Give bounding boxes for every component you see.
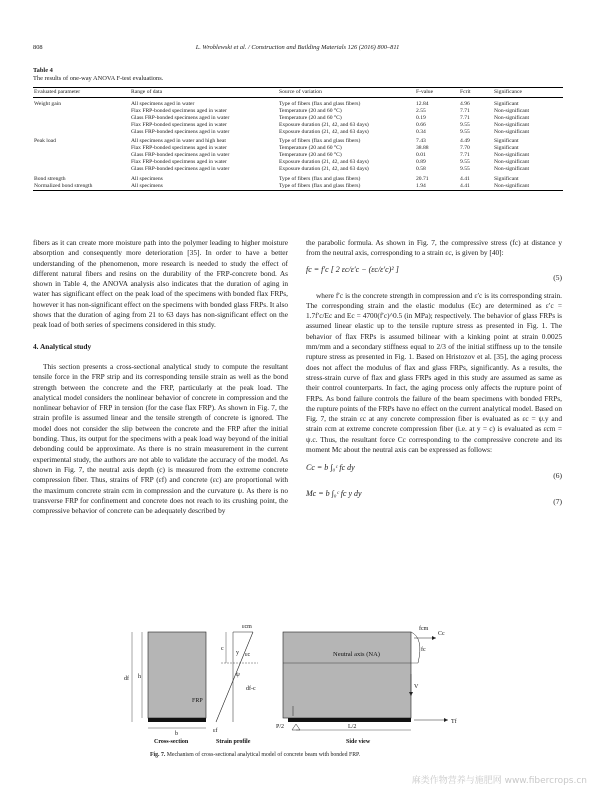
right-column — [306, 238, 562, 515]
table-cell: Glass FRP-bonded specimens aged in water — [131, 152, 230, 159]
label-psi: ψ — [236, 672, 240, 678]
table-row — [33, 159, 563, 166]
cc-arrowhead — [432, 636, 436, 640]
table-caption-text: The results of one-way ANOVA F-test evaluations. — [33, 75, 164, 82]
table-cell: Exposure duration (21, 42, and 63 days) — [279, 159, 369, 166]
label-Tf: Tf — [451, 719, 457, 725]
table-cell: Temperature (20 and 60 °C) — [279, 114, 342, 121]
label-df: df — [124, 676, 129, 682]
table-row — [33, 145, 563, 152]
table-cell — [33, 115, 130, 122]
column-header: Significance — [493, 88, 563, 98]
label-L2: L/2 — [348, 724, 357, 730]
column-header: Evaluated parameter — [33, 88, 130, 98]
label-V: V — [414, 684, 419, 690]
frp-strip-side — [288, 718, 411, 722]
table-cell: Type of fibers (flax and glass fibers) — [279, 138, 361, 145]
support-icon — [292, 724, 300, 730]
table-cell: Significant — [494, 100, 519, 107]
label-ecm: εcm — [242, 624, 252, 630]
table-cell: Non-significant — [494, 121, 530, 128]
table-cell: Non-significant — [494, 152, 530, 159]
table-cell: 0.34 — [416, 128, 426, 135]
table-cell: 4.41 — [459, 183, 493, 190]
equation-number: (7) — [553, 497, 562, 507]
table-cell: 2.55 — [416, 107, 426, 114]
section-heading: 4. Analytical study — [33, 341, 92, 351]
equation-number: (6) — [553, 471, 562, 481]
table-cell: Non-significant — [494, 166, 530, 173]
table-cell: Flax FRP-bonded specimens aged in water — [131, 121, 227, 128]
table-cell: 0.01 — [416, 152, 426, 159]
table-cell: Glass FRP-bonded specimens aged in water — [131, 128, 230, 135]
table-cell: All specimens — [131, 175, 163, 182]
table-label: Table 4 — [33, 67, 53, 74]
table-cell: Weight gain — [34, 100, 62, 107]
table-cell: Flax FRP-bonded specimens aged in water — [131, 107, 227, 114]
table-row — [33, 183, 563, 190]
column-header: Source of variation — [278, 88, 415, 98]
table-cell: 4.96 — [460, 100, 470, 107]
table-cell: 0.89 — [416, 159, 426, 166]
table-cell: 9.55 — [460, 166, 470, 173]
equation-6 — [306, 463, 562, 489]
table-cell: 12.84 — [416, 100, 429, 107]
anova-table — [33, 87, 563, 191]
label-h: h — [138, 674, 141, 680]
label-b: b — [175, 731, 178, 737]
table-row — [33, 166, 563, 173]
label-side-view: Side view — [346, 739, 371, 745]
stress-block — [411, 632, 420, 663]
table-cell: 4.41 — [460, 175, 470, 182]
table-cell: 9.55 — [460, 121, 470, 128]
running-header — [33, 44, 562, 56]
paragraph: This section presents a cross-sectional analytical study to compute the resultant tensile force in the FRP strip and its corresponding tensile strain as well as the bond strength between the concrete and the FRP, particularly at the peak load. The analytical model considers the nonlinear behavior of concrete in compression and the nonlinear behavior of FRP in tension (for the case flax FRP). As shown in Fig. 7, the strain profile is assumed linear and the tensile strength of concrete is ignored. The model does not consider the slip between the concrete and the FRP after the initial bonding. Thus, its output for the specimens with a peak load way beyond of the initial debonding could be approximate. As there is no strain measurement in the current experimental study, the authors are not able to validate the accuracy of the model. As shown in Fig. 7, the neutral axis depth (c) is measured from the extreme concrete compression fiber. Thus, strains of FRP (εf) and concrete (εc) are proportional with the maximum concrete strain εcm in compression and the curvature ψ. As there is no transverse FRP for confinement and concrete does not reach to its crushing point, the compressive behavior of concrete can be adequately described by — [33, 361, 288, 516]
table-row — [33, 129, 563, 136]
table-cell: All specimens — [130, 183, 278, 190]
table-cell: Bond strength — [34, 175, 66, 182]
column-header: F-value — [415, 88, 459, 98]
label-df-c: df-c — [246, 686, 256, 692]
table-cell: Non-significant — [493, 183, 563, 190]
table-row — [33, 135, 563, 145]
table-cell: Significant — [494, 175, 519, 182]
table-cell: Temperature (20 and 60 °C) — [279, 145, 342, 152]
table-cell: 7.70 — [460, 145, 470, 152]
table-cell: Normalized bond strength — [33, 183, 130, 190]
table-cell: 7.71 — [460, 152, 470, 159]
figure-caption-label: Fig. 7. — [150, 752, 166, 758]
table-row — [33, 97, 563, 107]
table-cell — [33, 166, 130, 173]
label-c: c — [221, 646, 224, 652]
table-cell: Glass FRP-bonded specimens aged in water — [131, 114, 230, 121]
table-cell: 0.58 — [416, 166, 426, 173]
table-row — [33, 173, 563, 183]
table-cell: Type of fibers (flax and glass fibers) — [279, 100, 361, 107]
label-cross-section: Cross-section — [154, 739, 189, 745]
label-neutral-axis: Neutral axis (NA) — [333, 651, 380, 658]
table-cell: Non-significant — [494, 114, 530, 121]
table-cell — [33, 129, 130, 136]
equation-5 — [306, 265, 562, 291]
table-cell: Significant — [494, 138, 519, 145]
table-cell: Type of fibers (flax and glass fibers) — [279, 175, 361, 182]
label-ec: εc — [245, 652, 251, 658]
figure-caption — [150, 752, 360, 758]
table-cell: Flax FRP-bonded specimens aged in water — [131, 159, 227, 166]
table-cell: Flax FRP-bonded specimens aged in water — [131, 145, 227, 152]
column-header: Fcrit — [459, 88, 493, 98]
frp-strip-section — [148, 718, 206, 722]
left-column — [33, 238, 288, 516]
journal-citation: L. Wroblewski et al. / Construction and Building Materials 126 (2016) 800–811 — [195, 44, 400, 51]
paragraph: the parabolic formula. As shown in Fig. 7, the compressive stress (fc) at distance y from the neutral axis, corresponding to a strain εc, is given by [40]: — [306, 238, 562, 258]
label-ef: εf — [213, 728, 218, 734]
table-cell: 1.94 — [415, 183, 459, 190]
figure-7-diagram — [118, 618, 478, 756]
table-cell — [33, 122, 130, 129]
equation-number: (5) — [553, 272, 562, 282]
table-cell: 0.66 — [416, 121, 426, 128]
table-cell: 7.71 — [460, 107, 470, 114]
table-cell: All specimens aged in water and high heat — [131, 138, 226, 145]
table-cell — [33, 159, 130, 166]
side-view-rect — [283, 632, 411, 718]
table-cell: 7.43 — [416, 138, 426, 145]
table-cell: Non-significant — [494, 107, 530, 114]
table-cell: Temperature (20 and 60 °C) — [279, 107, 342, 114]
table-row — [33, 115, 563, 122]
label-frp: FRP — [192, 698, 203, 704]
tf-arrowhead — [444, 718, 448, 722]
table-cell: Peak load — [34, 138, 56, 145]
figure-caption-text: Mechanism of cross-sectional analytical model of concrete beam with bonded FRP. — [166, 752, 361, 758]
table-row — [33, 108, 563, 115]
label-strain-profile: Strain profile — [216, 739, 251, 745]
table-cell: 7.71 — [460, 114, 470, 121]
cross-section-rect — [148, 632, 206, 718]
table-cell: 4.49 — [460, 138, 470, 145]
table-cell: Non-significant — [494, 128, 530, 135]
table-cell: Temperature (20 and 60 °C) — [279, 152, 342, 159]
equation-body: fc = f′c [ 2 εc/ε′c − (εc/ε′c)² ] — [306, 264, 399, 274]
table-cell: 20.71 — [416, 175, 429, 182]
paragraph: where f′c is the concrete strength in compression and ε′c is its corresponding strain. The corresponding strain and the elastic modulus (Ec) are determined as ε′c = 1.7f′c/Ec and Ec = 4700(f′c)^0.5 (in MPa); respectively. The behavior of glass FRPs is assumed linear elastic up to the tensile rupture stress as presented in Fig. 1. The behavior of flax FRPs is assumed bilinear with a kinking point at strain 0.0025 mm/mm and a secondary stiffness equal to 2/3 of the initial stiffness up to the tensile rupture stress as presented in Fig. 1. Based on Hristozov et al. [35], the aging process does not affect the modulus of flax and glass FRPs, significantly. As a results, the stress-strain curve of flax and glass FRPs aged in this study are assumed as same as their control counterparts. In fact, the aging process only affects the rupture point of FRPs. As bond failure controls the failure of the beam specimens with bonded FRPs, the rupture points of the FRPs have no effect on the current analytical model. Based on Fig. 7, the strain εc at any concrete compression fiber is evaluated as εc = ψ.y and strain εcm at extreme concrete compression fiber (i.e. at y = c) is evaluated as εcm = ψ.c. Thus, the resultant force Cc corresponding to the compressive concrete and its moment Mc about the neutral axis can be expressed as follows: — [306, 290, 562, 455]
label-fc: fc — [421, 647, 426, 653]
table-header-row — [33, 88, 563, 98]
table-cell: 9.55 — [460, 128, 470, 135]
table-cell: Glass FRP-bonded specimens aged in water — [131, 166, 230, 173]
table-cell: 38.88 — [416, 145, 429, 152]
label-Cc: Cc — [438, 631, 445, 637]
column-header: Range of data — [130, 88, 278, 98]
page-number: 808 — [33, 44, 43, 51]
table-body — [33, 97, 563, 190]
table-row — [33, 152, 563, 159]
table-cell: All specimens aged in water — [131, 100, 195, 107]
label-y: y — [236, 650, 239, 656]
table-cell: Significant — [494, 145, 519, 152]
equation-body: Mc = b ∫₀ᶜ fc y dy — [306, 489, 362, 499]
equation-body: Cc = b ∫₀ᶜ fc dy — [306, 463, 355, 473]
label-fcm: fcm — [419, 626, 429, 632]
table-cell: Type of fibers (flax and glass fibers) — [278, 183, 415, 190]
table-cell: 0.19 — [416, 114, 426, 121]
table-caption — [33, 67, 163, 83]
table-cell — [33, 108, 130, 115]
table-cell: 9.55 — [460, 159, 470, 166]
table-cell: Exposure duration (21, 42, and 63 days) — [279, 121, 369, 128]
table-cell: Exposure duration (21, 42, and 63 days) — [279, 128, 369, 135]
table-cell — [33, 152, 130, 159]
equation-7 — [306, 489, 562, 515]
table-row — [33, 122, 563, 129]
watermark: 麻类作物营养与施肥网 www.fibercrops.cn — [411, 776, 587, 786]
table-cell: Non-significant — [494, 159, 530, 166]
label-P2: P/2 — [276, 724, 285, 730]
paragraph: fibers as it can create more moisture path into the polymer leading to higher moisture absorption and consequently more deterioration [35]. In order to have a better understanding of the phenomenon, more research is needed to study the effect of different natural fibers and resins on the durability of the FRP-concrete bond. As shown in Table 4, the ANOVA analysis also indicates that the duration of aging in water has significant effect on the peak load of the specimens with bonded flax FRPs, however it has non-significant effect on the specimens with bonded glass FRPs. It also shows that the duration of aging from 21 to 63 days has non-significant effect on the peak load of both series of specimens considered in this study. — [33, 238, 288, 330]
table-cell — [33, 145, 130, 152]
table-cell: Exposure duration (21, 42, and 63 days) — [279, 166, 369, 173]
